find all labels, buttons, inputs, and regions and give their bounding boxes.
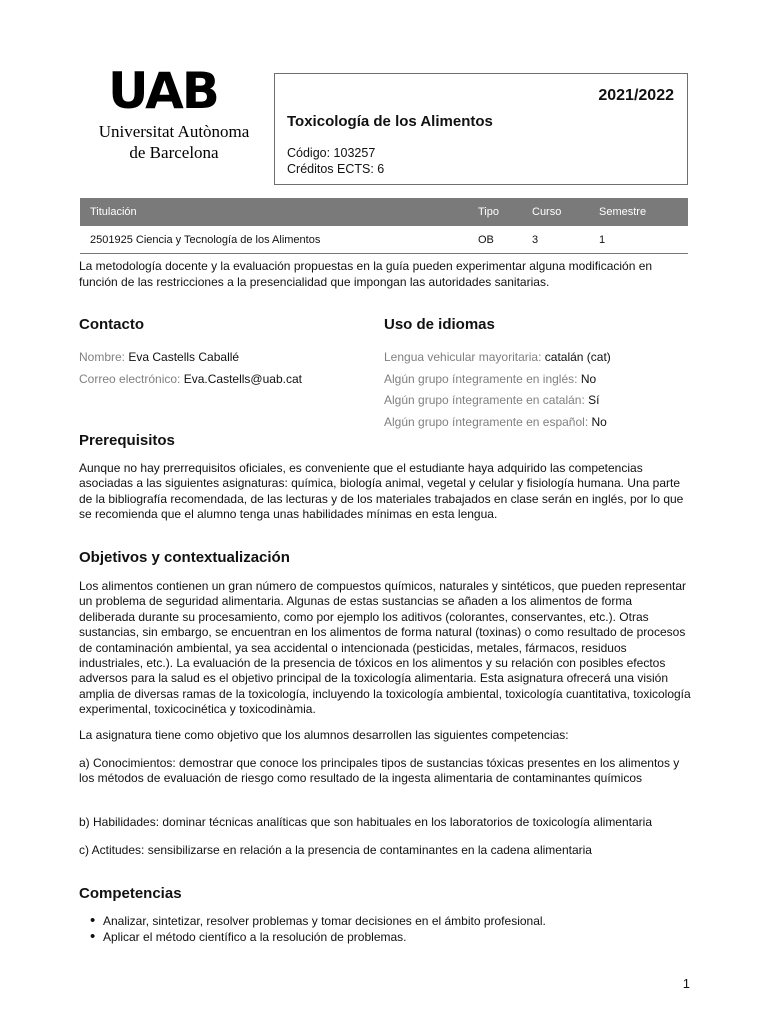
contact-email	[79, 372, 302, 386]
language-value: Sí	[588, 393, 600, 407]
contact-name-label: Nombre:	[79, 350, 126, 364]
language-label: Algún grupo íntegramente en español:	[384, 415, 589, 429]
language-value: No	[580, 372, 597, 386]
subject-credits: Créditos ECTS: 6	[287, 162, 385, 176]
column-header-semestre: Semestre	[599, 206, 647, 218]
cell-tipo: OB	[478, 234, 494, 246]
column-header-titulacion: Titulación	[90, 206, 137, 218]
subject-title: Toxicología de los Alimentos	[287, 113, 493, 130]
cell-curso: 3	[532, 234, 539, 246]
language-label: Algún grupo íntegramente en inglés:	[384, 372, 578, 386]
cell-titulacion: 2501925 Ciencia y Tecnología de los Alimentos	[90, 234, 321, 246]
academic-year: 2021/2022	[598, 87, 674, 104]
column-header-curso: Curso	[532, 206, 562, 218]
list-item: • Aplicar el método científico a la resolución de problemas.	[103, 930, 715, 946]
subject-code: Código: 103257	[287, 146, 376, 160]
language-item	[384, 350, 611, 364]
languages-heading: Uso de idiomas	[384, 316, 495, 333]
column-header-tipo: Tipo	[478, 206, 499, 218]
contact-name	[79, 350, 239, 364]
objectives-paragraph: Los alimentos contienen un gran número de compuestos químicos, naturales y sintéticos, que pueden representar un problema de seguridad alimentaria. Algunas de estas sustancias se añaden a los alimentos de forma deliberada durante su procesamiento, como por ejemplo los aditivos (colorantes, conservantes, etc.). Otras sustancias, sin embargo, se encuentran en los alimentos de forma natural (toxinas) o como resultado de procesos de contaminación ambiental, ya sea accidental o intencionada (pesticidas, metales, fármacos, residuos industriales, etc.). La evaluación de la presencia de tóxicos en los alimentos y su relación con posibles efectos adversos para la salud es el objetivo principal de la toxicología alimentaria. Esta asignatura ofrecerá una visión amplia de diversas ramas de la toxicología, incluyendo la toxicología ambiental, toxicología cuantitativa, toxicología experimental, toxicocinética y toxicodinàmia.	[79, 579, 691, 717]
university-name-line2: de Barcelona	[129, 143, 219, 162]
methodology-notice: La metodología docente y la evaluación propuestas en la guía pueden experimentar alguna modificación en función de las restricciones a la presencialidad que impongan las autoridades sanitarias.	[79, 259, 653, 289]
objectives-heading: Objetivos y contextualización	[79, 549, 290, 566]
contact-email-label: Correo electrónico:	[79, 372, 181, 386]
competencies-list	[79, 914, 715, 945]
table-row	[80, 226, 688, 254]
language-label: Algún grupo íntegramente en catalán:	[384, 393, 585, 407]
contact-heading: Contacto	[79, 316, 144, 333]
contact-email-value[interactable]: Eva.Castells@uab.cat	[183, 372, 302, 386]
degree-table-header	[80, 198, 688, 226]
page-number: 1	[682, 976, 690, 991]
university-name	[84, 121, 264, 163]
language-value: No	[591, 415, 607, 429]
uab-logo-mark: UAB	[108, 62, 218, 120]
course-header-box	[274, 73, 688, 185]
objectives-paragraph: La asignatura tiene como objetivo que los alumnos desarrollen las siguientes competencias:	[79, 728, 569, 742]
university-name-line1: Universitat Autònoma	[98, 122, 250, 141]
objectives-paragraph: c) Actitudes: sensibilizarse en relación a la presencia de contaminantes en la cadena alimentaria	[79, 843, 592, 857]
cell-semestre: 1	[599, 234, 606, 246]
prerequisites-heading: Prerequisitos	[79, 432, 175, 449]
contact-name-value: Eva Castells Caballé	[128, 350, 240, 364]
language-item	[384, 415, 607, 429]
language-item	[384, 393, 600, 407]
language-label: Lengua vehicular mayoritaria:	[384, 350, 542, 364]
objectives-paragraph: b) Habilidades: dominar técnicas analíticas que son habituales en los laboratorios de toxicología alimentaria	[79, 815, 652, 829]
language-item	[384, 372, 596, 386]
prerequisites-text: Aunque no hay prerrequisitos oficiales, es conveniente que el estudiante haya adquirido las competencias asociadas a las siguientes asignaturas: química, biología animal, vegetal y celular y fisiología humana. Una parte de la bibliografía recomendada, de las lecturas y de los materiales trabajados en clase serán en inglés, por lo que se recomienda que el alumno tenga unas habilidades mínimas en esta lengua.	[79, 461, 684, 522]
list-item: • Analizar, sintetizar, resolver problemas y tomar decisiones en el ámbito profesional.	[103, 914, 715, 930]
competencies-heading: Competencias	[79, 885, 182, 902]
language-value: catalán (cat)	[544, 350, 611, 364]
objectives-paragraph: a) Conocimientos: demostrar que conoce los principales tipos de sustancias tóxicas presentes en los alimentos y los métodos de evaluación de riesgo como resultado de la ingesta alimentaria de contaminantes químicos	[79, 756, 680, 786]
